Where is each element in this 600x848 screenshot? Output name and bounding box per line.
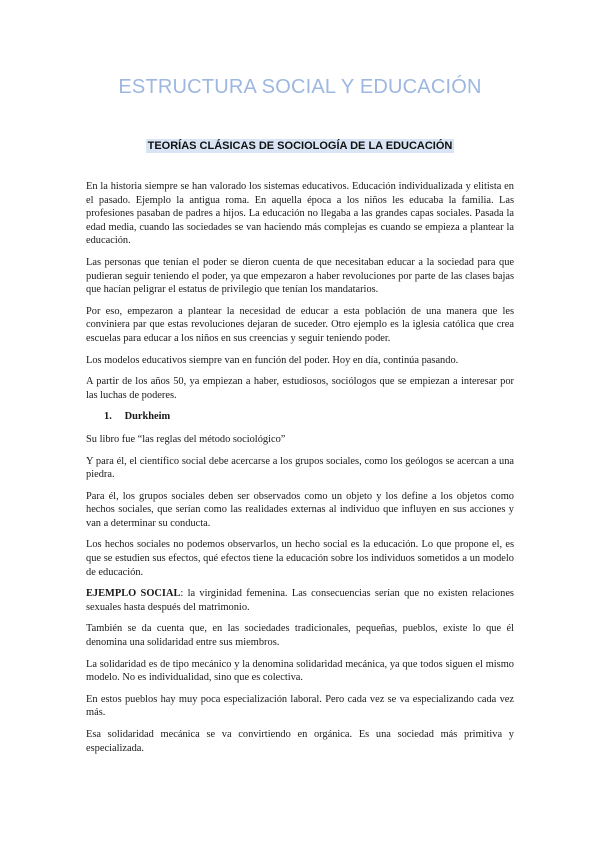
paragraph: Por eso, empezaron a plantear la necesidad de educar a esta población de una manera que les conviniera par que estas revoluciones dejaran de suceder. Otro ejemplo es la iglesia católica que crea escuelas para educar a los niños en sus creencias y seguir teniendo poder. bbox=[86, 305, 514, 344]
example-label: EJEMPLO SOCIAL bbox=[86, 588, 181, 600]
document-body bbox=[86, 180, 514, 763]
example-text: : la virginidad femenina. Las consecuencias serían que no existen relaciones sexuales hasta después del matrimonio. bbox=[86, 588, 514, 613]
document-subtitle: TEORÍAS CLÁSICAS DE SOCIOLOGÍA DE LA EDUCACIÓN bbox=[147, 140, 453, 152]
paragraph: La solidaridad es de tipo mecánico y la denomina solidaridad mecánica, ya que todos siguen el mismo modelo. No es individualidad, sino que es colectiva. bbox=[86, 658, 514, 684]
document-title: ESTRUCTURA SOCIAL Y EDUCACIÓN bbox=[118, 76, 482, 98]
paragraph: Esa solidaridad mecánica se va convirtiendo en orgánica. Es una sociedad más primitiva y especializada. bbox=[86, 729, 514, 754]
paragraph: En la historia siempre se han valorado los sistemas educativos. Educación individualizada y elitista en el pasado. Ejemplo la antigua roma. En aquella época a los niños les educaba la familia. Las profesiones pasaban de padres a hijos. La educación no llegaba a las grandes capas sociales. Pasada la edad media, cuando las sociedades se van haciendo más complejas es cuando se empieza a plantear la educación. bbox=[86, 181, 514, 247]
section-number: 1. bbox=[104, 411, 112, 423]
paragraph: Los hechos sociales no podemos observarlos, un hecho social es la educación. Lo que propone el, es que se estudien sus efectos, qué efectos tiene la educación sobre los individuos sometidos a un modelo de educación. bbox=[86, 539, 514, 578]
paragraph: Para él, los grupos sociales deben ser observados como un objeto y los define a los objetos como hechos sociales, que serían como las realidades externas al individuo que influyen en sus acciones y van a determinar su conducta. bbox=[86, 490, 514, 529]
paragraph: A partir de los años 50, ya empiezan a haber, estudiosos, sociólogos que se empiezan a interesar por las luchas de poderes. bbox=[86, 376, 514, 401]
paragraph: En estos pueblos hay muy poca especialización laboral. Pero cada vez se va especializando cada vez más. bbox=[86, 693, 514, 719]
paragraph bbox=[86, 587, 514, 614]
paragraph: Los modelos educativos siempre van en función del poder. Hoy en día, continúa pasando. bbox=[86, 354, 459, 366]
section-heading bbox=[104, 410, 514, 424]
subtitle-wrapper bbox=[0, 136, 600, 154]
paragraph: Su libro fue “las reglas del método sociológico” bbox=[86, 433, 286, 445]
paragraph: También se da cuenta que, en las sociedades tradicionales, pequeñas, pueblos, existe lo que él denomina una solidaridad entre sus miembros. bbox=[86, 623, 514, 649]
paragraph: Las personas que tenían el poder se dieron cuenta de que necesitaban educar a la sociedad para que pudieran seguir teniendo el poder, ya que empezaron a haber revoluciones por parte de las clases bajas que hacían peligrar el estatus de privilegio que tenían los mandatarios. bbox=[86, 256, 514, 296]
section-title: Durkheim bbox=[124, 411, 171, 423]
paragraph: Y para él, el científico social debe acercarse a los grupos sociales, como los geólogos se acercan a una piedra. bbox=[86, 455, 514, 481]
